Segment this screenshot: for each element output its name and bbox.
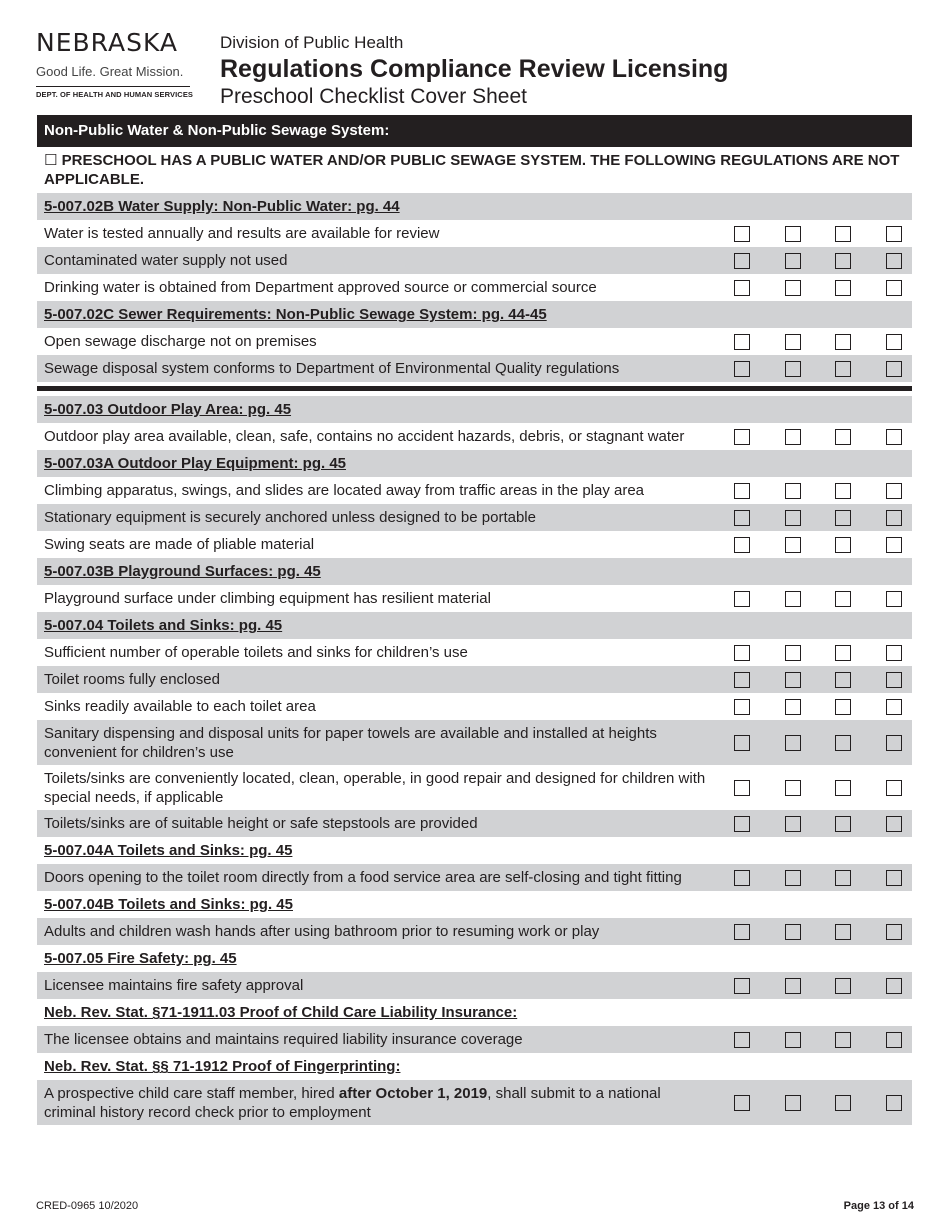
- compliance-checkbox[interactable]: [785, 816, 801, 832]
- regulation-section-heading: [37, 558, 912, 585]
- regulation-section-heading: [37, 1053, 912, 1080]
- checklist-row: [37, 328, 912, 355]
- regulation-section-heading: [37, 999, 912, 1026]
- compliance-checkbox[interactable]: [835, 591, 851, 607]
- section-title: 5-007.02C Sewer Requirements: Non-Public Sewage System: pg. 44-45: [44, 306, 547, 323]
- compliance-checkbox[interactable]: [785, 361, 801, 377]
- section-title: 5-007.04B Toilets and Sinks: pg. 45: [44, 896, 293, 913]
- checklist-row: [37, 864, 912, 891]
- compliance-checkbox[interactable]: [734, 334, 750, 350]
- checklist-row: [37, 220, 912, 247]
- logo-wordmark: NEBRASKA: [36, 28, 179, 57]
- compliance-checkbox[interactable]: [886, 816, 902, 832]
- checkbox-group: [734, 253, 912, 269]
- requirement-text: Toilets/sinks are conveniently located, clean, operable, in good repair and designed for children with special needs, if applicable: [44, 769, 706, 806]
- compliance-checkbox[interactable]: [886, 1095, 902, 1111]
- compliance-checkbox[interactable]: [734, 924, 750, 940]
- nebraska-dhhs-logo: [36, 28, 201, 99]
- compliance-checkbox[interactable]: [734, 816, 750, 832]
- requirement-text: Stationary equipment is securely anchored unless designed to be portable: [44, 509, 536, 526]
- section-title: 5-007.04 Toilets and Sinks: pg. 45: [44, 617, 283, 634]
- checkbox-group: [734, 780, 912, 796]
- section-title: 5-007.02B Water Supply: Non-Public Water: pg. 44: [44, 198, 400, 215]
- compliance-checkbox[interactable]: [734, 735, 750, 751]
- regulation-section-heading: [37, 193, 912, 220]
- requirement-text-part: , shall submit to a national criminal history record check prior to employment: [44, 1084, 661, 1121]
- compliance-checkbox[interactable]: [785, 510, 801, 526]
- regulation-section-heading: [37, 450, 912, 477]
- page-title: Regulations Compliance Review Licensing: [220, 55, 729, 83]
- compliance-checkbox[interactable]: [734, 1032, 750, 1048]
- checkbox-group: [734, 870, 912, 886]
- checkbox-group: [734, 591, 912, 607]
- compliance-checkbox[interactable]: [734, 978, 750, 994]
- compliance-checkbox[interactable]: [886, 253, 902, 269]
- requirement-text: Licensee maintains fire safety approval: [44, 977, 304, 994]
- checkbox-group: [734, 735, 912, 751]
- compliance-checkbox[interactable]: [734, 537, 750, 553]
- checkbox-group: [734, 978, 912, 994]
- document-heading: [220, 32, 728, 110]
- compliance-checkbox[interactable]: [785, 334, 801, 350]
- compliance-checkbox[interactable]: [734, 361, 750, 377]
- section-title: Neb. Rev. Stat. §71-1911.03 Proof of Child Care Liability Insurance:: [44, 1004, 518, 1021]
- checkbox-group: [734, 510, 912, 526]
- compliance-checkbox[interactable]: [835, 253, 851, 269]
- compliance-checkbox[interactable]: [886, 280, 902, 296]
- compliance-checkbox[interactable]: [785, 978, 801, 994]
- section-title: 5-007.03B Playground Surfaces: pg. 45: [44, 563, 321, 580]
- compliance-checkbox[interactable]: [734, 280, 750, 296]
- compliance-checkbox[interactable]: [886, 334, 902, 350]
- checkbox-group: [734, 672, 912, 688]
- facility-block: [37, 396, 912, 1125]
- requirement-text: Outdoor play area available, clean, safe, contains no accident hazards, debris, or stagnant water: [44, 428, 685, 445]
- compliance-checkbox[interactable]: [785, 280, 801, 296]
- compliance-checkbox[interactable]: [835, 816, 851, 832]
- compliance-checkbox[interactable]: [835, 537, 851, 553]
- logo-department: DEPT. OF HEALTH AND HUMAN SERVICES: [36, 90, 194, 99]
- compliance-checkbox[interactable]: [734, 1095, 750, 1111]
- compliance-checkbox[interactable]: [734, 226, 750, 242]
- compliance-checkbox[interactable]: [886, 780, 902, 796]
- requirement-text: [37, 1084, 734, 1122]
- compliance-checkbox[interactable]: [785, 537, 801, 553]
- checklist-table: [37, 115, 912, 1125]
- compliance-checkbox[interactable]: [835, 429, 851, 445]
- regulation-section-heading: [37, 396, 912, 423]
- requirement-text: Sewage disposal system conforms to Department of Environmental Quality regulations: [44, 360, 620, 377]
- requirement-text: Sinks readily available to each toilet area: [44, 698, 316, 715]
- compliance-checkbox[interactable]: [785, 870, 801, 886]
- division-name: Division of Public Health: [220, 33, 404, 52]
- checklist-row: [37, 1026, 912, 1053]
- checklist-row: [37, 666, 912, 693]
- compliance-checkbox[interactable]: [835, 361, 851, 377]
- section-title: 5-007.04A Toilets and Sinks: pg. 45: [44, 842, 293, 859]
- requirement-text: Open sewage discharge not on premises: [44, 333, 317, 350]
- section-divider: [37, 386, 912, 391]
- checklist-row: [37, 423, 912, 450]
- compliance-checkbox[interactable]: [835, 1032, 851, 1048]
- regulation-section-heading: [37, 891, 912, 918]
- compliance-checkbox[interactable]: [835, 978, 851, 994]
- checklist-row: [37, 585, 912, 612]
- checklist-row: [37, 810, 912, 837]
- compliance-checkbox[interactable]: [886, 1032, 902, 1048]
- compliance-checkbox[interactable]: [734, 591, 750, 607]
- requirement-text-emphasis: after October 1, 2019: [338, 1084, 488, 1102]
- compliance-checkbox[interactable]: [785, 429, 801, 445]
- checklist-row: [37, 639, 912, 666]
- regulation-section-heading: [37, 945, 912, 972]
- requirement-text: The licensee obtains and maintains required liability insurance coverage: [44, 1031, 523, 1048]
- compliance-checkbox[interactable]: [886, 483, 902, 499]
- regulation-section-heading: [37, 837, 912, 864]
- checklist-row: [37, 247, 912, 274]
- requirement-text: Doors opening to the toilet room directly from a food service area are self-closing and tight fitting: [44, 869, 682, 886]
- compliance-checkbox[interactable]: [785, 672, 801, 688]
- page-subtitle: Preschool Checklist Cover Sheet: [220, 85, 527, 108]
- requirement-text: Adults and children wash hands after using bathroom prior to resuming work or play: [44, 923, 600, 940]
- form-id: CRED-0965 10/2020: [36, 1200, 139, 1212]
- compliance-checkbox[interactable]: [835, 280, 851, 296]
- requirement-text: Climbing apparatus, swings, and slides are located away from traffic areas in the play area: [44, 482, 645, 499]
- compliance-checkbox[interactable]: [835, 510, 851, 526]
- compliance-checkbox[interactable]: [886, 645, 902, 661]
- page-number: Page 13 of 14: [843, 1200, 914, 1212]
- section-title: 5-007.03A Outdoor Play Equipment: pg. 45: [44, 455, 347, 472]
- checkbox-group: [734, 483, 912, 499]
- regulation-section-heading: [37, 301, 912, 328]
- compliance-checkbox[interactable]: [785, 226, 801, 242]
- checklist-row: [37, 693, 912, 720]
- checkbox-group: [734, 537, 912, 553]
- compliance-checkbox[interactable]: [886, 361, 902, 377]
- compliance-checkbox[interactable]: [886, 870, 902, 886]
- section-title: 5-007.05 Fire Safety: pg. 45: [44, 950, 237, 967]
- checklist-row: [37, 972, 912, 999]
- compliance-checkbox[interactable]: [886, 537, 902, 553]
- checkbox-group: [734, 429, 912, 445]
- section-title: 5-007.03 Outdoor Play Area: pg. 45: [44, 401, 292, 418]
- checklist-row: [37, 720, 912, 765]
- compliance-checkbox[interactable]: [734, 645, 750, 661]
- compliance-checkbox[interactable]: [785, 645, 801, 661]
- requirement-text: Sanitary dispensing and disposal units for paper towels are available and installed at heights convenient for children’s use: [44, 724, 657, 761]
- checkbox-group: [734, 334, 912, 350]
- compliance-checkbox[interactable]: [734, 699, 750, 715]
- compliance-checkbox[interactable]: [734, 510, 750, 526]
- checkbox-group: [734, 924, 912, 940]
- compliance-checkbox[interactable]: [886, 978, 902, 994]
- compliance-checkbox[interactable]: [835, 870, 851, 886]
- checklist-row: [37, 531, 912, 558]
- compliance-checkbox[interactable]: [785, 253, 801, 269]
- checkbox-group: [734, 226, 912, 242]
- compliance-checkbox[interactable]: [734, 429, 750, 445]
- checkbox-group: [734, 816, 912, 832]
- table-section-header: Non-Public Water & Non-Public Sewage System:: [37, 115, 912, 147]
- compliance-checkbox[interactable]: [785, 699, 801, 715]
- compliance-checkbox[interactable]: [835, 645, 851, 661]
- compliance-checkbox[interactable]: [835, 735, 851, 751]
- checkbox-group: [734, 280, 912, 296]
- checkbox-group: [734, 1095, 912, 1111]
- compliance-checkbox[interactable]: [886, 429, 902, 445]
- checkbox-group: [734, 1032, 912, 1048]
- compliance-checkbox[interactable]: [886, 672, 902, 688]
- compliance-checkbox[interactable]: [886, 924, 902, 940]
- compliance-checkbox[interactable]: [734, 870, 750, 886]
- requirement-text: Swing seats are made of pliable material: [44, 536, 315, 553]
- compliance-checkbox[interactable]: [785, 1095, 801, 1111]
- compliance-checkbox[interactable]: [785, 780, 801, 796]
- requirement-text: Playground surface under climbing equipment has resilient material: [44, 590, 491, 607]
- compliance-checkbox[interactable]: [835, 780, 851, 796]
- compliance-checkbox[interactable]: [785, 591, 801, 607]
- requirement-text: Sufficient number of operable toilets and sinks for children’s use: [44, 644, 468, 661]
- compliance-checkbox[interactable]: [835, 924, 851, 940]
- compliance-checkbox[interactable]: [785, 924, 801, 940]
- compliance-checkbox[interactable]: [785, 1032, 801, 1048]
- checklist-row: [37, 765, 912, 810]
- requirement-text: Contaminated water supply not used: [44, 252, 288, 269]
- compliance-checkbox[interactable]: [886, 226, 902, 242]
- checkbox-group: [734, 361, 912, 377]
- requirement-text: Drinking water is obtained from Department approved source or commercial source: [44, 279, 597, 296]
- water-sewage-block: [37, 193, 912, 382]
- requirement-text: Water is tested annually and results are available for review: [44, 225, 440, 242]
- compliance-checkbox[interactable]: [785, 483, 801, 499]
- requirement-text-part: A prospective child care staff member, hired: [44, 1084, 339, 1102]
- checklist-row: [37, 477, 912, 504]
- requirement-text: Toilet rooms fully enclosed: [44, 671, 220, 688]
- compliance-checkbox[interactable]: [734, 483, 750, 499]
- checklist-row: [37, 355, 912, 382]
- compliance-checkbox[interactable]: [835, 1095, 851, 1111]
- compliance-checkbox[interactable]: [835, 699, 851, 715]
- compliance-checkbox[interactable]: [835, 483, 851, 499]
- checkbox-group: [734, 645, 912, 661]
- compliance-checkbox[interactable]: [886, 735, 902, 751]
- checklist-row: [37, 918, 912, 945]
- checklist-row: [37, 504, 912, 531]
- checklist-row: [37, 1080, 912, 1125]
- checkbox-group: [734, 699, 912, 715]
- compliance-checkbox[interactable]: [886, 510, 902, 526]
- compliance-checkbox[interactable]: [734, 780, 750, 796]
- not-applicable-notice[interactable]: ☐ PRESCHOOL HAS A PUBLIC WATER AND/OR PUBLIC SEWAGE SYSTEM. THE FOLLOWING REGULATIONS ARE NOT APPLICABLE.: [44, 152, 900, 188]
- logo-rule: [36, 86, 190, 87]
- checklist-row: [37, 274, 912, 301]
- compliance-checkbox[interactable]: [785, 735, 801, 751]
- compliance-checkbox[interactable]: [835, 226, 851, 242]
- compliance-checkbox[interactable]: [734, 253, 750, 269]
- compliance-checkbox[interactable]: [835, 672, 851, 688]
- requirement-text: Toilets/sinks are of suitable height or safe stepstools are provided: [44, 815, 478, 832]
- compliance-checkbox[interactable]: [734, 672, 750, 688]
- compliance-checkbox[interactable]: [886, 591, 902, 607]
- compliance-checkbox[interactable]: [835, 334, 851, 350]
- compliance-checkbox[interactable]: [886, 699, 902, 715]
- section-title: Neb. Rev. Stat. §§ 71-1912 Proof of Fingerprinting:: [44, 1058, 401, 1075]
- regulation-section-heading: [37, 612, 912, 639]
- logo-tagline: Good Life. Great Mission.: [36, 64, 184, 79]
